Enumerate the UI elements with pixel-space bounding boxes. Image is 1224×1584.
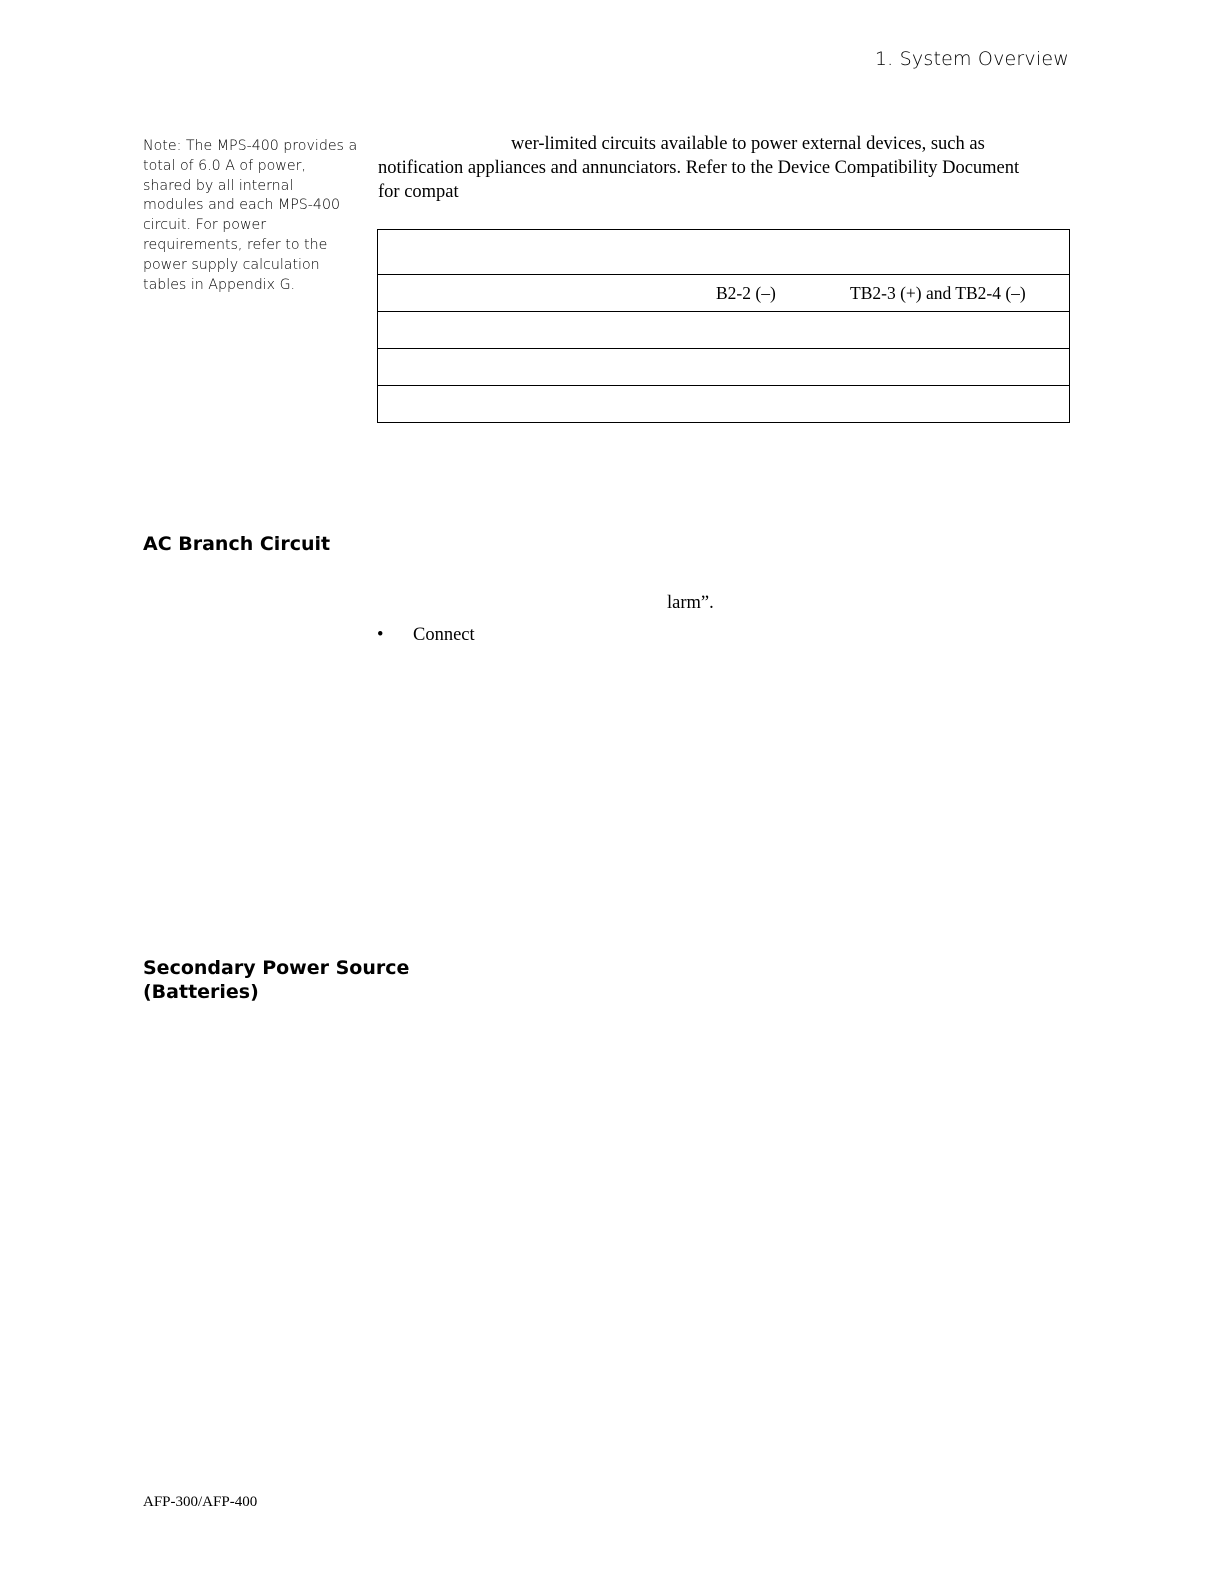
intro-paragraph [378,132,1078,204]
intro-line-3: for compat [378,182,459,202]
table-row [378,275,1070,312]
power-circuit-table [377,229,1070,423]
running-header: 1. System Overview [874,48,1069,70]
heading-line-1: Secondary Power Source [143,957,410,979]
intro-line-2: notification appliances and annunciators. Refer to the Device Compatibility Document [378,158,1020,178]
body-text-fragment: larm”. [667,593,714,613]
sidebar-note: Note: The MPS-400 provides a total of 6.0 A of power, shared by all internal modules and each MPS-400 circuit. For power requirements, refer to the power supply calculation tables in Appendix G. [143,138,358,293]
table-cell [378,275,1070,312]
heading-ac-branch-circuit: AC Branch Circuit [143,533,331,555]
heading-secondary-power-source [143,956,409,1004]
page-footer: AFP-300/AFP-400 [143,1494,258,1510]
table-cell [378,230,1070,275]
bullet-text: Connect [413,625,475,645]
table-cell [378,312,1070,349]
terminal-b2-2-label: B2-2 (–) [716,283,776,303]
intro-line-1: wer-limited circuits available to power external devices, such as [511,134,985,154]
bullet-icon: • [377,625,384,645]
table-header-row [378,230,1070,275]
table-row [378,386,1070,423]
table-cell [378,386,1070,423]
heading-line-2: (Batteries) [143,981,259,1003]
terminal-tb2-3-4-label: TB2-3 (+) and TB2-4 (–) [850,283,1026,303]
table-row [378,349,1070,386]
table-cell [378,349,1070,386]
table-row [378,312,1070,349]
